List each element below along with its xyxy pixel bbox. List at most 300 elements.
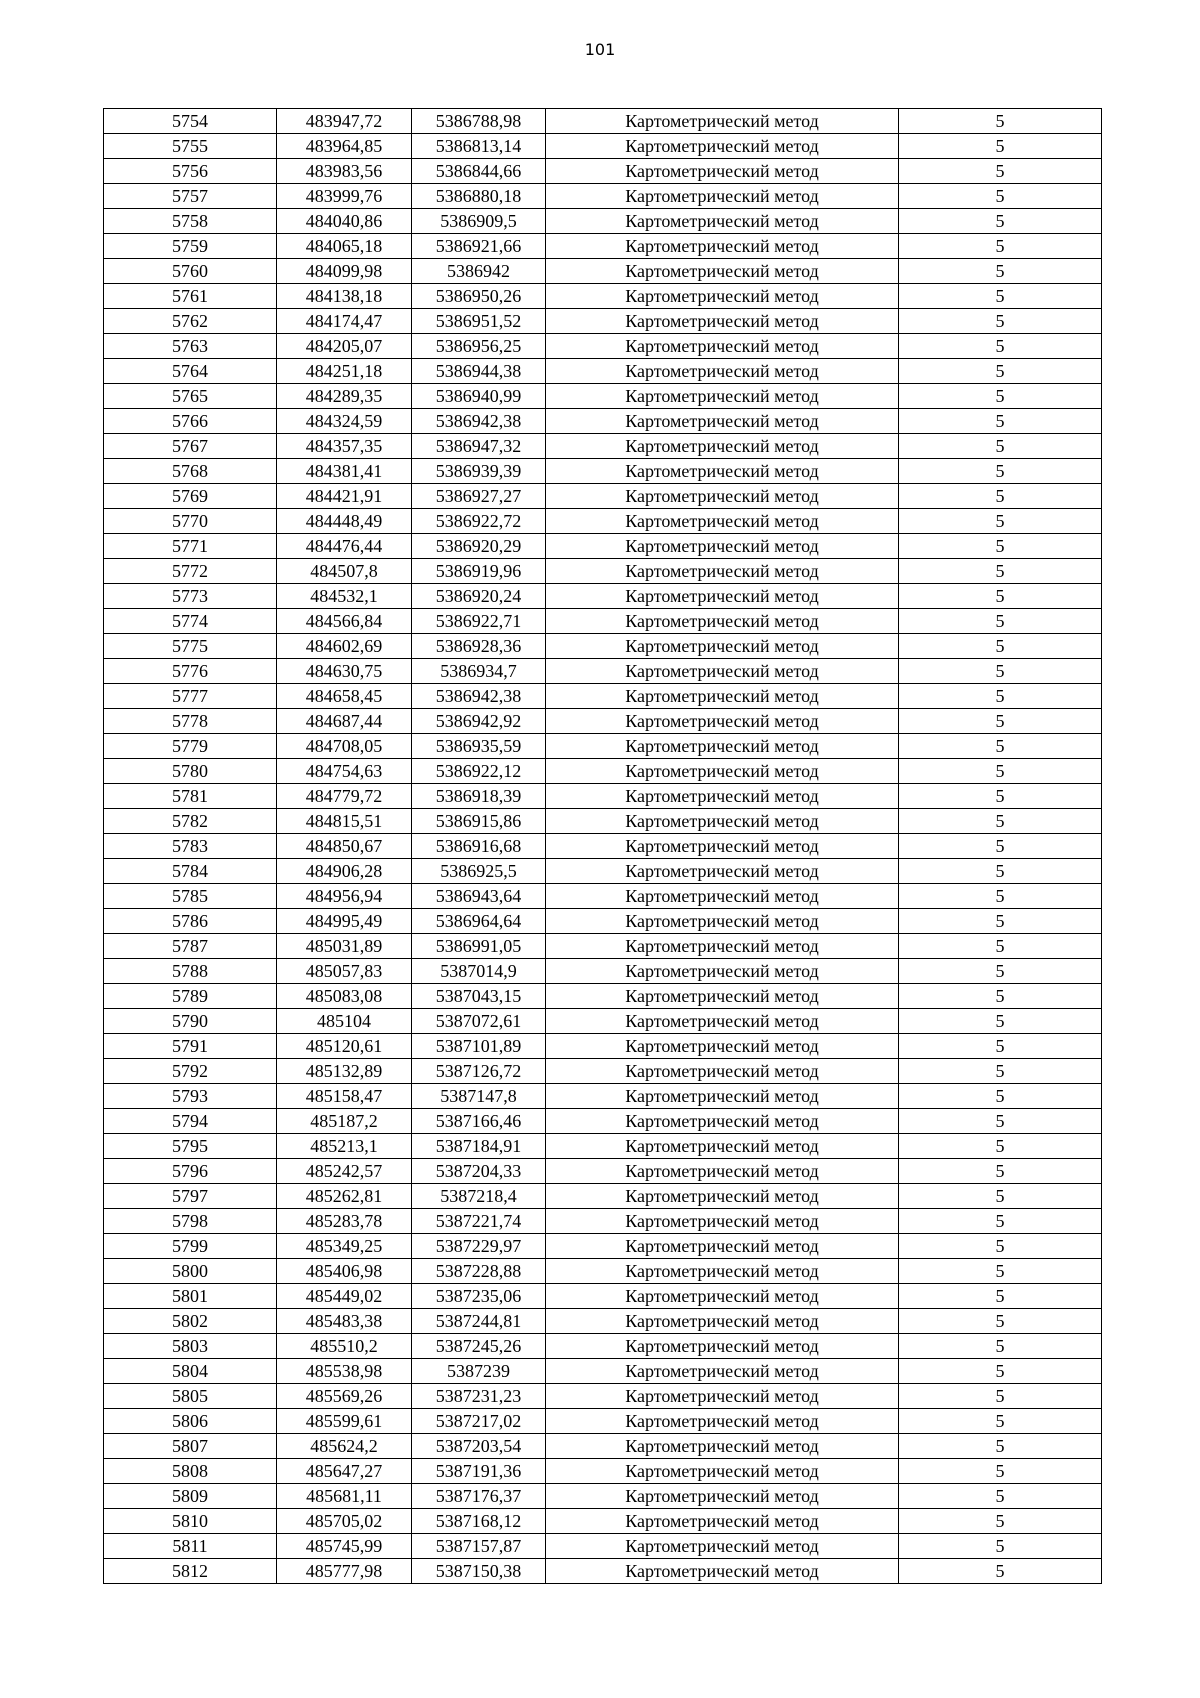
point-number-cell: 5795 [104, 1134, 277, 1159]
table-row [104, 384, 1102, 409]
table-row [104, 484, 1102, 509]
accuracy-cell: 5 [899, 359, 1102, 384]
accuracy-cell: 5 [899, 1059, 1102, 1084]
method-cell: Картометрический метод [546, 784, 899, 809]
point-number-cell: 5760 [104, 259, 277, 284]
method-cell: Картометрический метод [546, 309, 899, 334]
method-cell: Картометрический метод [546, 1059, 899, 1084]
accuracy-cell: 5 [899, 1309, 1102, 1334]
x-coordinate-cell: 484205,07 [277, 334, 412, 359]
accuracy-cell: 5 [899, 509, 1102, 534]
point-number-cell: 5807 [104, 1434, 277, 1459]
method-cell: Картометрический метод [546, 209, 899, 234]
table-row [104, 309, 1102, 334]
y-coordinate-cell: 5387072,61 [412, 1009, 546, 1034]
y-coordinate-cell: 5386918,39 [412, 784, 546, 809]
accuracy-cell: 5 [899, 809, 1102, 834]
point-number-cell: 5777 [104, 684, 277, 709]
table-row [104, 1284, 1102, 1309]
table-row [104, 1134, 1102, 1159]
point-number-cell: 5772 [104, 559, 277, 584]
table-row [104, 1159, 1102, 1184]
table-row [104, 359, 1102, 384]
table-row [104, 559, 1102, 584]
accuracy-cell: 5 [899, 309, 1102, 334]
table-row [104, 434, 1102, 459]
x-coordinate-cell: 485777,98 [277, 1559, 412, 1584]
y-coordinate-cell: 5386925,5 [412, 859, 546, 884]
point-number-cell: 5812 [104, 1559, 277, 1584]
accuracy-cell: 5 [899, 1459, 1102, 1484]
method-cell: Картометрический метод [546, 1009, 899, 1034]
accuracy-cell: 5 [899, 234, 1102, 259]
x-coordinate-cell: 485031,89 [277, 934, 412, 959]
method-cell: Картометрический метод [546, 559, 899, 584]
y-coordinate-cell: 5386951,52 [412, 309, 546, 334]
point-number-cell: 5774 [104, 609, 277, 634]
table-row [104, 1109, 1102, 1134]
method-cell: Картометрический метод [546, 959, 899, 984]
y-coordinate-cell: 5386944,38 [412, 359, 546, 384]
point-number-cell: 5779 [104, 734, 277, 759]
x-coordinate-cell: 485538,98 [277, 1359, 412, 1384]
method-cell: Картометрический метод [546, 1209, 899, 1234]
method-cell: Картометрический метод [546, 809, 899, 834]
method-cell: Картометрический метод [546, 759, 899, 784]
y-coordinate-cell: 5387168,12 [412, 1509, 546, 1534]
accuracy-cell: 5 [899, 1209, 1102, 1234]
accuracy-cell: 5 [899, 934, 1102, 959]
method-cell: Картометрический метод [546, 859, 899, 884]
x-coordinate-cell: 484658,45 [277, 684, 412, 709]
table-row [104, 209, 1102, 234]
table-row [104, 709, 1102, 734]
method-cell: Картометрический метод [546, 459, 899, 484]
accuracy-cell: 5 [899, 1184, 1102, 1209]
method-cell: Картометрический метод [546, 884, 899, 909]
point-number-cell: 5764 [104, 359, 277, 384]
table-row [104, 184, 1102, 209]
accuracy-cell: 5 [899, 134, 1102, 159]
table-row [104, 884, 1102, 909]
x-coordinate-cell: 485705,02 [277, 1509, 412, 1534]
y-coordinate-cell: 5387176,37 [412, 1484, 546, 1509]
method-cell: Картометрический метод [546, 434, 899, 459]
x-coordinate-cell: 484381,41 [277, 459, 412, 484]
table-row [104, 934, 1102, 959]
method-cell: Картометрический метод [546, 709, 899, 734]
table-row [104, 1409, 1102, 1434]
point-number-cell: 5799 [104, 1234, 277, 1259]
y-coordinate-cell: 5386922,71 [412, 609, 546, 634]
method-cell: Картометрический метод [546, 1434, 899, 1459]
accuracy-cell: 5 [899, 909, 1102, 934]
method-cell: Картометрический метод [546, 1334, 899, 1359]
x-coordinate-cell: 485083,08 [277, 984, 412, 1009]
y-coordinate-cell: 5387203,54 [412, 1434, 546, 1459]
accuracy-cell: 5 [899, 609, 1102, 634]
y-coordinate-cell: 5386934,7 [412, 659, 546, 684]
table-row [104, 1034, 1102, 1059]
method-cell: Картометрический метод [546, 909, 899, 934]
x-coordinate-cell: 484289,35 [277, 384, 412, 409]
y-coordinate-cell: 5387157,87 [412, 1534, 546, 1559]
x-coordinate-cell: 485213,1 [277, 1134, 412, 1159]
y-coordinate-cell: 5386947,32 [412, 434, 546, 459]
y-coordinate-cell: 5387184,91 [412, 1134, 546, 1159]
y-coordinate-cell: 5387218,4 [412, 1184, 546, 1209]
accuracy-cell: 5 [899, 884, 1102, 909]
x-coordinate-cell: 484251,18 [277, 359, 412, 384]
coordinates-table [103, 108, 1102, 1584]
x-coordinate-cell: 484815,51 [277, 809, 412, 834]
y-coordinate-cell: 5386928,36 [412, 634, 546, 659]
point-number-cell: 5802 [104, 1309, 277, 1334]
accuracy-cell: 5 [899, 1484, 1102, 1509]
x-coordinate-cell: 485569,26 [277, 1384, 412, 1409]
table-row [104, 909, 1102, 934]
x-coordinate-cell: 485242,57 [277, 1159, 412, 1184]
x-coordinate-cell: 484421,91 [277, 484, 412, 509]
method-cell: Картометрический метод [546, 1259, 899, 1284]
point-number-cell: 5801 [104, 1284, 277, 1309]
x-coordinate-cell: 485624,2 [277, 1434, 412, 1459]
y-coordinate-cell: 5386922,72 [412, 509, 546, 534]
y-coordinate-cell: 5387014,9 [412, 959, 546, 984]
x-coordinate-cell: 484065,18 [277, 234, 412, 259]
x-coordinate-cell: 484995,49 [277, 909, 412, 934]
x-coordinate-cell: 485745,99 [277, 1534, 412, 1559]
method-cell: Картометрический метод [546, 684, 899, 709]
y-coordinate-cell: 5387126,72 [412, 1059, 546, 1084]
table-row [104, 759, 1102, 784]
x-coordinate-cell: 484138,18 [277, 284, 412, 309]
x-coordinate-cell: 484040,86 [277, 209, 412, 234]
accuracy-cell: 5 [899, 1559, 1102, 1584]
x-coordinate-cell: 485510,2 [277, 1334, 412, 1359]
table-row [104, 1484, 1102, 1509]
point-number-cell: 5780 [104, 759, 277, 784]
method-cell: Картометрический метод [546, 1359, 899, 1384]
accuracy-cell: 5 [899, 159, 1102, 184]
x-coordinate-cell: 485158,47 [277, 1084, 412, 1109]
accuracy-cell: 5 [899, 834, 1102, 859]
method-cell: Картометрический метод [546, 259, 899, 284]
x-coordinate-cell: 485057,83 [277, 959, 412, 984]
accuracy-cell: 5 [899, 584, 1102, 609]
page-number: 101 [584, 40, 616, 59]
point-number-cell: 5767 [104, 434, 277, 459]
x-coordinate-cell: 484687,44 [277, 709, 412, 734]
point-number-cell: 5758 [104, 209, 277, 234]
y-coordinate-cell: 5386909,5 [412, 209, 546, 234]
accuracy-cell: 5 [899, 459, 1102, 484]
y-coordinate-cell: 5386991,05 [412, 934, 546, 959]
y-coordinate-cell: 5386939,39 [412, 459, 546, 484]
accuracy-cell: 5 [899, 384, 1102, 409]
table-row [104, 659, 1102, 684]
accuracy-cell: 5 [899, 484, 1102, 509]
point-number-cell: 5782 [104, 809, 277, 834]
table-row [104, 134, 1102, 159]
y-coordinate-cell: 5387147,8 [412, 1084, 546, 1109]
method-cell: Картометрический метод [546, 634, 899, 659]
point-number-cell: 5786 [104, 909, 277, 934]
accuracy-cell: 5 [899, 1384, 1102, 1409]
x-coordinate-cell: 484956,94 [277, 884, 412, 909]
x-coordinate-cell: 484708,05 [277, 734, 412, 759]
point-number-cell: 5806 [104, 1409, 277, 1434]
point-number-cell: 5809 [104, 1484, 277, 1509]
x-coordinate-cell: 485681,11 [277, 1484, 412, 1509]
method-cell: Картометрический метод [546, 1159, 899, 1184]
point-number-cell: 5765 [104, 384, 277, 409]
method-cell: Картометрический метод [546, 1134, 899, 1159]
y-coordinate-cell: 5386942,92 [412, 709, 546, 734]
y-coordinate-cell: 5386964,64 [412, 909, 546, 934]
accuracy-cell: 5 [899, 784, 1102, 809]
method-cell: Картометрический метод [546, 1459, 899, 1484]
x-coordinate-cell: 484476,44 [277, 534, 412, 559]
accuracy-cell: 5 [899, 709, 1102, 734]
y-coordinate-cell: 5387229,97 [412, 1234, 546, 1259]
method-cell: Картометрический метод [546, 334, 899, 359]
accuracy-cell: 5 [899, 1359, 1102, 1384]
table-row [104, 159, 1102, 184]
point-number-cell: 5781 [104, 784, 277, 809]
method-cell: Картометрический метод [546, 609, 899, 634]
method-cell: Картометрический метод [546, 984, 899, 1009]
method-cell: Картометрический метод [546, 134, 899, 159]
method-cell: Картометрический метод [546, 1534, 899, 1559]
point-number-cell: 5768 [104, 459, 277, 484]
table-row [104, 634, 1102, 659]
accuracy-cell: 5 [899, 1409, 1102, 1434]
accuracy-cell: 5 [899, 1084, 1102, 1109]
x-coordinate-cell: 485187,2 [277, 1109, 412, 1134]
accuracy-cell: 5 [899, 559, 1102, 584]
method-cell: Картометрический метод [546, 509, 899, 534]
method-cell: Картометрический метод [546, 1309, 899, 1334]
method-cell: Картометрический метод [546, 1234, 899, 1259]
point-number-cell: 5769 [104, 484, 277, 509]
point-number-cell: 5775 [104, 634, 277, 659]
table-row [104, 1184, 1102, 1209]
table-row [104, 834, 1102, 859]
y-coordinate-cell: 5386956,25 [412, 334, 546, 359]
y-coordinate-cell: 5386940,99 [412, 384, 546, 409]
table-row [104, 1309, 1102, 1334]
y-coordinate-cell: 5386915,86 [412, 809, 546, 834]
method-cell: Картометрический метод [546, 1284, 899, 1309]
point-number-cell: 5808 [104, 1459, 277, 1484]
point-number-cell: 5778 [104, 709, 277, 734]
table-row [104, 259, 1102, 284]
accuracy-cell: 5 [899, 434, 1102, 459]
point-number-cell: 5805 [104, 1384, 277, 1409]
x-coordinate-cell: 483999,76 [277, 184, 412, 209]
accuracy-cell: 5 [899, 259, 1102, 284]
x-coordinate-cell: 484602,69 [277, 634, 412, 659]
point-number-cell: 5811 [104, 1534, 277, 1559]
point-number-cell: 5791 [104, 1034, 277, 1059]
point-number-cell: 5810 [104, 1509, 277, 1534]
accuracy-cell: 5 [899, 1234, 1102, 1259]
accuracy-cell: 5 [899, 659, 1102, 684]
accuracy-cell: 5 [899, 184, 1102, 209]
y-coordinate-cell: 5386942 [412, 259, 546, 284]
table-row [104, 534, 1102, 559]
y-coordinate-cell: 5386942,38 [412, 409, 546, 434]
x-coordinate-cell: 484850,67 [277, 834, 412, 859]
table-row [104, 459, 1102, 484]
table-row [104, 1559, 1102, 1584]
y-coordinate-cell: 5386943,64 [412, 884, 546, 909]
method-cell: Картометрический метод [546, 284, 899, 309]
method-cell: Картометрический метод [546, 1034, 899, 1059]
point-number-cell: 5766 [104, 409, 277, 434]
y-coordinate-cell: 5386935,59 [412, 734, 546, 759]
point-number-cell: 5755 [104, 134, 277, 159]
y-coordinate-cell: 5387244,81 [412, 1309, 546, 1334]
point-number-cell: 5803 [104, 1334, 277, 1359]
y-coordinate-cell: 5386920,29 [412, 534, 546, 559]
accuracy-cell: 5 [899, 1109, 1102, 1134]
point-number-cell: 5800 [104, 1259, 277, 1284]
x-coordinate-cell: 485262,81 [277, 1184, 412, 1209]
point-number-cell: 5798 [104, 1209, 277, 1234]
x-coordinate-cell: 484448,49 [277, 509, 412, 534]
table-row [104, 1334, 1102, 1359]
y-coordinate-cell: 5386942,38 [412, 684, 546, 709]
method-cell: Картометрический метод [546, 834, 899, 859]
x-coordinate-cell: 484630,75 [277, 659, 412, 684]
method-cell: Картометрический метод [546, 534, 899, 559]
y-coordinate-cell: 5387101,89 [412, 1034, 546, 1059]
y-coordinate-cell: 5386922,12 [412, 759, 546, 784]
table-row [104, 234, 1102, 259]
method-cell: Картометрический метод [546, 659, 899, 684]
y-coordinate-cell: 5387231,23 [412, 1384, 546, 1409]
x-coordinate-cell: 484906,28 [277, 859, 412, 884]
x-coordinate-cell: 483983,56 [277, 159, 412, 184]
accuracy-cell: 5 [899, 959, 1102, 984]
accuracy-cell: 5 [899, 1159, 1102, 1184]
table-row [104, 959, 1102, 984]
method-cell: Картометрический метод [546, 409, 899, 434]
accuracy-cell: 5 [899, 1259, 1102, 1284]
y-coordinate-cell: 5387217,02 [412, 1409, 546, 1434]
accuracy-cell: 5 [899, 1134, 1102, 1159]
x-coordinate-cell: 485132,89 [277, 1059, 412, 1084]
y-coordinate-cell: 5386950,26 [412, 284, 546, 309]
y-coordinate-cell: 5387221,74 [412, 1209, 546, 1234]
table-row [104, 784, 1102, 809]
method-cell: Картометрический метод [546, 1084, 899, 1109]
point-number-cell: 5763 [104, 334, 277, 359]
point-number-cell: 5794 [104, 1109, 277, 1134]
point-number-cell: 5787 [104, 934, 277, 959]
accuracy-cell: 5 [899, 409, 1102, 434]
table-row [104, 809, 1102, 834]
table-row [104, 1359, 1102, 1384]
x-coordinate-cell: 485406,98 [277, 1259, 412, 1284]
y-coordinate-cell: 5387191,36 [412, 1459, 546, 1484]
y-coordinate-cell: 5386920,24 [412, 584, 546, 609]
point-number-cell: 5761 [104, 284, 277, 309]
x-coordinate-cell: 485599,61 [277, 1409, 412, 1434]
method-cell: Картометрический метод [546, 184, 899, 209]
table-row [104, 859, 1102, 884]
accuracy-cell: 5 [899, 1509, 1102, 1534]
point-number-cell: 5770 [104, 509, 277, 534]
method-cell: Картометрический метод [546, 1384, 899, 1409]
point-number-cell: 5788 [104, 959, 277, 984]
table-row [104, 1459, 1102, 1484]
table-row [104, 684, 1102, 709]
y-coordinate-cell: 5386921,66 [412, 234, 546, 259]
table-row [104, 1209, 1102, 1234]
table-row [104, 1434, 1102, 1459]
table-row [104, 609, 1102, 634]
point-number-cell: 5796 [104, 1159, 277, 1184]
point-number-cell: 5792 [104, 1059, 277, 1084]
x-coordinate-cell: 484507,8 [277, 559, 412, 584]
x-coordinate-cell: 485104 [277, 1009, 412, 1034]
table-row [104, 1084, 1102, 1109]
accuracy-cell: 5 [899, 534, 1102, 559]
y-coordinate-cell: 5387245,26 [412, 1334, 546, 1359]
y-coordinate-cell: 5386916,68 [412, 834, 546, 859]
method-cell: Картометрический метод [546, 1109, 899, 1134]
y-coordinate-cell: 5387228,88 [412, 1259, 546, 1284]
accuracy-cell: 5 [899, 1034, 1102, 1059]
x-coordinate-cell: 485283,78 [277, 1209, 412, 1234]
y-coordinate-cell: 5386919,96 [412, 559, 546, 584]
y-coordinate-cell: 5386844,66 [412, 159, 546, 184]
method-cell: Картометрический метод [546, 109, 899, 134]
method-cell: Картометрический метод [546, 584, 899, 609]
accuracy-cell: 5 [899, 1009, 1102, 1034]
point-number-cell: 5762 [104, 309, 277, 334]
accuracy-cell: 5 [899, 684, 1102, 709]
table-row [104, 334, 1102, 359]
accuracy-cell: 5 [899, 209, 1102, 234]
x-coordinate-cell: 484779,72 [277, 784, 412, 809]
coordinates-table-body [104, 109, 1102, 1584]
accuracy-cell: 5 [899, 1284, 1102, 1309]
x-coordinate-cell: 483947,72 [277, 109, 412, 134]
y-coordinate-cell: 5386927,27 [412, 484, 546, 509]
point-number-cell: 5804 [104, 1359, 277, 1384]
point-number-cell: 5756 [104, 159, 277, 184]
point-number-cell: 5759 [104, 234, 277, 259]
point-number-cell: 5783 [104, 834, 277, 859]
x-coordinate-cell: 484174,47 [277, 309, 412, 334]
accuracy-cell: 5 [899, 1434, 1102, 1459]
table-row [104, 1059, 1102, 1084]
y-coordinate-cell: 5386880,18 [412, 184, 546, 209]
y-coordinate-cell: 5387204,33 [412, 1159, 546, 1184]
x-coordinate-cell: 484099,98 [277, 259, 412, 284]
table-row [104, 1384, 1102, 1409]
method-cell: Картометрический метод [546, 234, 899, 259]
accuracy-cell: 5 [899, 759, 1102, 784]
y-coordinate-cell: 5387150,38 [412, 1559, 546, 1584]
table-row [104, 409, 1102, 434]
accuracy-cell: 5 [899, 1534, 1102, 1559]
method-cell: Картометрический метод [546, 384, 899, 409]
